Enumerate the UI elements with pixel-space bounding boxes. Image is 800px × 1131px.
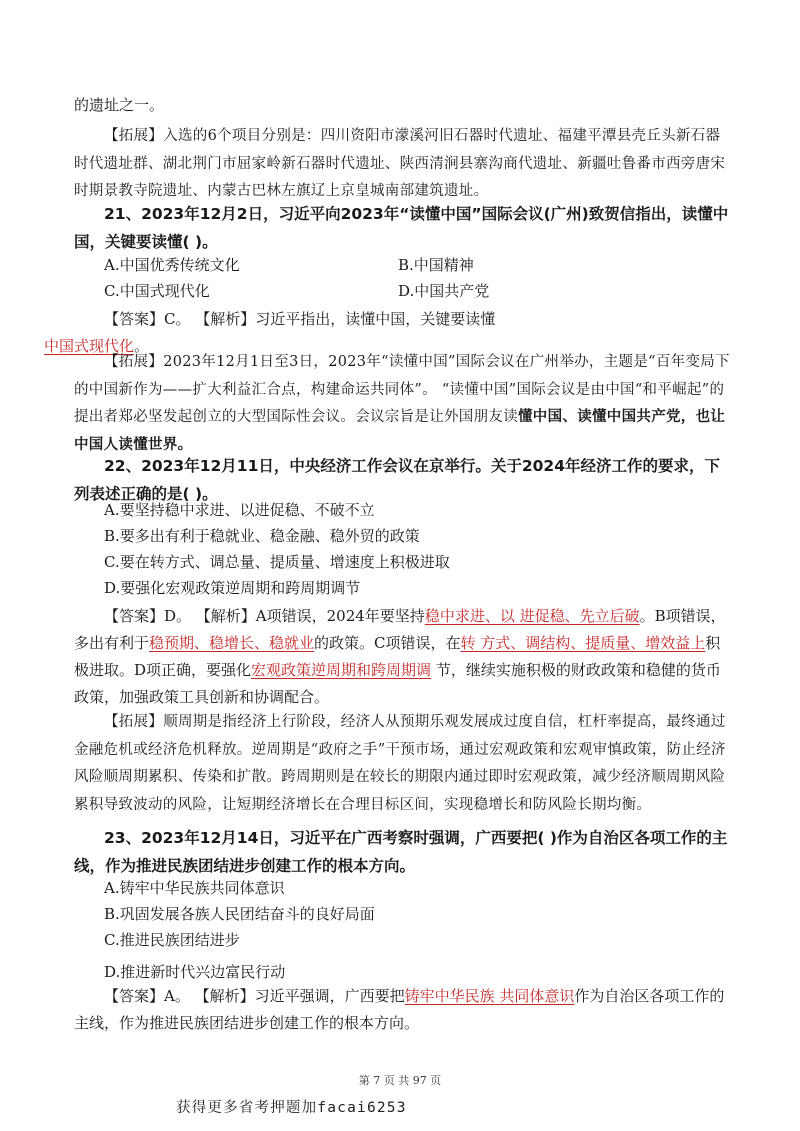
question-21-options [74, 252, 734, 304]
answer-text: 。B项错误，多出有利于 [74, 607, 726, 652]
option-d: D.要强化宏观政策逆周期和跨周期调节 [104, 579, 361, 597]
question-22-extension [74, 709, 734, 819]
promo-text: 获得更多省考押题加facai6253 [176, 1100, 407, 1116]
question-21-extension [74, 349, 734, 459]
answer-text: 【答案】C。 【解析】习近平指出，读懂中国，关键要读懂 [104, 310, 496, 328]
continued-text: 的遗址之一。 [74, 96, 165, 114]
answer-text: 【答案】A。 【解析】习近平强调，广西要把 [104, 987, 405, 1005]
answer-highlight: 稳预期、稳增长、稳就业 [149, 634, 315, 652]
answer-highlight: 稳中求进、以 进促稳、先立后破 [424, 607, 640, 625]
answer-highlight: 中国式现代化 [44, 337, 135, 355]
option-b: B.要多出有利于稳就业、稳金融、稳外贸的政策 [104, 527, 420, 545]
page-number: 第 7 页 共 97 页 [358, 1074, 442, 1087]
answer-text: 的政策。C项错误，在 [314, 634, 461, 652]
extension-bold-text: 懂中国、读懂中国共产党，也让中国人读懂世界。 [74, 409, 726, 453]
option-a: A.铸牢中华民族共同体意识 [104, 879, 285, 897]
extension-tag: 【拓展】 [104, 714, 164, 730]
question-21-stem: 21、2023年12月2日，习近平向2023年“读懂中国”国际会议(广州)致贺信指出，读懂中国，关键要读懂( )。 [74, 205, 729, 251]
option-a: A.中国优秀传统文化 [104, 256, 240, 274]
option-b: B.中国精神 [398, 256, 474, 274]
question-23-options [74, 875, 734, 985]
option-d: D.中国共产党 [398, 282, 490, 300]
question-22-options [74, 497, 734, 601]
question-22-stem: 22、2023年12月11日，中央经济工作会议在京举行。关于2024年经济工作的要求，下列表述正确的是( )。 [74, 457, 720, 503]
answer-end: 。 [134, 337, 150, 355]
answer-text: 节，继续实施积极的财政政策和稳健的货币政策，加强政策工具创新和协调配合。 [74, 661, 721, 706]
extension-tag: 【拓展】 [104, 354, 164, 370]
extension-paragraph [74, 123, 734, 206]
option-a: A.要坚持稳中求进、以进促稳、不破不立 [104, 501, 375, 519]
extension-text: 顺周期是指经济上行阶段，经济人从预期乐观发展成过度自信，杠杆率提高，最终通过金融危机或经济危机释放。逆周期是“政府之手”干预市场，通过宏观政策和宏观审慎政策，防止经济风险顺周期累积、传染和扩散。跨周期则是在较长的期限内通过即时宏观政策，减少经济顺周期风险累积导致波动的风险，让短期经济增长在合理目标区间，实现稳增长和防风险长期均衡。 [74, 714, 726, 813]
extension-text: 2023年12月1日至3日，2023年“读懂中国”国际会议在广州举办，主题是“百年变局下的中国新作为——扩大利益汇合点，构建命运共同体”。 “读懂中国”国际会议是由中国“和平崛起”的提出者郑必坚发起创立的大型国际性会议。会议宗旨是让外国朋友读 [74, 354, 730, 425]
question-23-stem: 23、2023年12月14日，习近平在广西考察时强调，广西要把( )作为自治区各项工作的主线，作为推进民族团结进步创建工作的根本方向。 [74, 829, 728, 875]
answer-text: 作为自治区各项工作的主线，作为推进民族团结进步创建工作的根本方向。 [74, 987, 725, 1032]
extension-tag: 【拓展】 [104, 128, 164, 144]
option-d: D.推进新时代兴边富民行动 [104, 963, 286, 981]
option-c: C.中国式现代化 [104, 282, 210, 300]
answer-text: 积极进取。D项正确，要强化 [74, 634, 721, 679]
option-c: C.推进民族团结进步 [104, 931, 240, 949]
answer-text: 【答案】D。 【解析】A项错误，2024年要坚持 [104, 607, 425, 625]
answer-highlight: 转 方式、调结构、提质量、增效益上 [460, 634, 706, 652]
answer-highlight: 铸牢中华民族 共同体意识 [404, 987, 575, 1005]
option-b: B.巩固发展各族人民团结奋斗的良好局面 [104, 905, 375, 923]
answer-highlight: 宏观政策逆周期和跨周期调 [251, 661, 432, 679]
question-23-answer [74, 983, 734, 1037]
question-22-answer [74, 603, 734, 711]
extension-text: 入选的6个项目分别是：四川资阳市濛溪河旧石器时代遗址、福建平潭县壳丘头新石器时代遗址群、湖北荆门市屈家岭新石器时代遗址、陕西清涧县寨沟商代遗址、新疆吐鲁番市西旁唐宋时期景教寺院遗址、内蒙古巴林左旗辽上京皇城南部建筑遗址。 [74, 128, 726, 199]
option-c: C.要在转方式、调总量、提质量、增速度上积极进取 [104, 553, 450, 571]
